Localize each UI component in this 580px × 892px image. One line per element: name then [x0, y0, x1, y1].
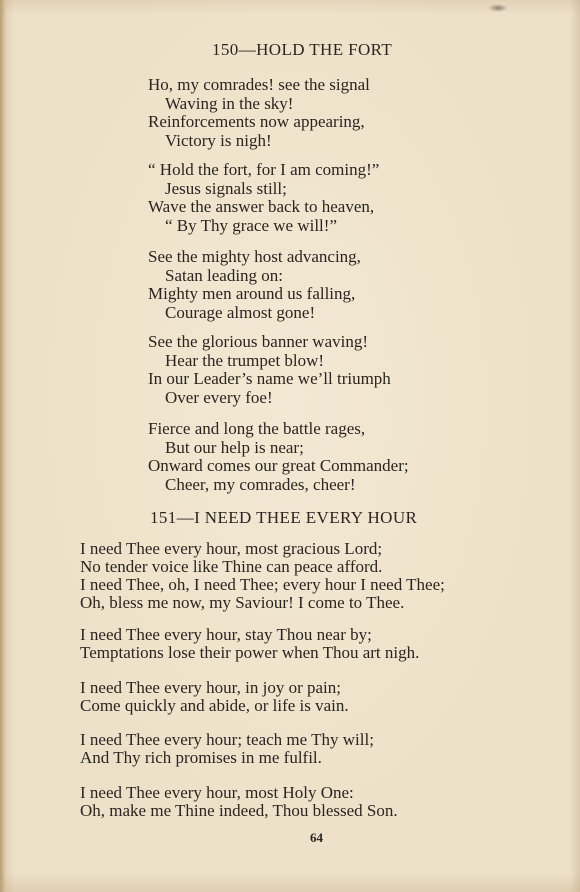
verse-line: Hear the trumpet blow!	[165, 350, 325, 370]
hymn-150-verse-5	[148, 420, 409, 494]
verse-line: Waving in the sky!	[165, 93, 294, 113]
verse-line: Cheer, my comrades, cheer!	[165, 474, 356, 494]
hymn-151-verse-1	[80, 540, 445, 612]
hymn-150-verse-1	[148, 76, 370, 150]
verse-line: I need Thee every hour, in joy or pain;	[80, 678, 342, 697]
verse-line: See the mighty host advancing,	[148, 247, 361, 266]
verse-line: And Thy rich promises in me fulfil.	[80, 748, 322, 767]
verse-line: “ By Thy grace we will!”	[165, 215, 337, 235]
verse-line: In our Leader’s name we’ll triumph	[148, 369, 391, 388]
verse-line: I need Thee every hour; teach me Thy will;	[80, 730, 374, 749]
hymn-150-verse-4	[148, 333, 391, 407]
verse-line: I need Thee every hour, most gracious Lord;	[80, 539, 383, 558]
verse-line: Jesus signals still;	[165, 178, 287, 198]
verse-line: Oh, bless me now, my Saviour! I come to Thee.	[80, 593, 405, 612]
hymn-title-151: 151—I NEED THEE EVERY HOUR	[150, 508, 418, 527]
page-edge-shadow	[0, 0, 6, 892]
verse-line: Temptations lose their power when Thou art nigh.	[80, 643, 420, 662]
hymn-151-verse-4	[80, 731, 374, 767]
hymn-151-verse-3	[80, 679, 349, 715]
verse-line: Courage almost gone!	[165, 302, 316, 322]
verse-line: See the glorious banner waving!	[148, 332, 368, 351]
verse-line: Come quickly and abide, or life is vain.	[80, 696, 349, 715]
verse-line: Oh, make me Thine indeed, Thou blessed Son.	[80, 801, 398, 820]
verse-line: But our help is near;	[165, 437, 304, 457]
verse-line: “ Hold the fort, for I am coming!”	[148, 160, 380, 179]
verse-line: I need Thee, oh, I need Thee; every hour I need Thee;	[80, 575, 445, 594]
hymn-151-verse-2	[80, 626, 419, 662]
verse-line: Reinforcements now appearing,	[148, 112, 365, 131]
verse-line: Onward comes our great Commander;	[148, 456, 409, 475]
hymn-151-verse-5	[80, 784, 398, 820]
hymn-150-verse-2	[148, 161, 379, 235]
ink-smudge	[488, 4, 508, 12]
verse-line: I need Thee every hour, most Holy One:	[80, 783, 354, 802]
hymn-150-verse-3	[148, 248, 361, 322]
verse-line: Victory is nigh!	[165, 130, 272, 150]
verse-line: Wave the answer back to heaven,	[148, 197, 375, 216]
verse-line: I need Thee every hour, stay Thou near by;	[80, 625, 372, 644]
page-number: 64	[310, 830, 323, 845]
verse-line: Mighty men around us falling,	[148, 284, 356, 303]
verse-line: Over every foe!	[165, 387, 273, 407]
verse-line: No tender voice like Thine can peace afford.	[80, 557, 383, 576]
verse-line: Satan leading on:	[165, 265, 284, 285]
verse-line: Fierce and long the battle rages,	[148, 419, 366, 438]
verse-line: Ho, my comrades! see the signal	[148, 75, 370, 94]
hymn-title-150: 150—HOLD THE FORT	[212, 40, 393, 59]
